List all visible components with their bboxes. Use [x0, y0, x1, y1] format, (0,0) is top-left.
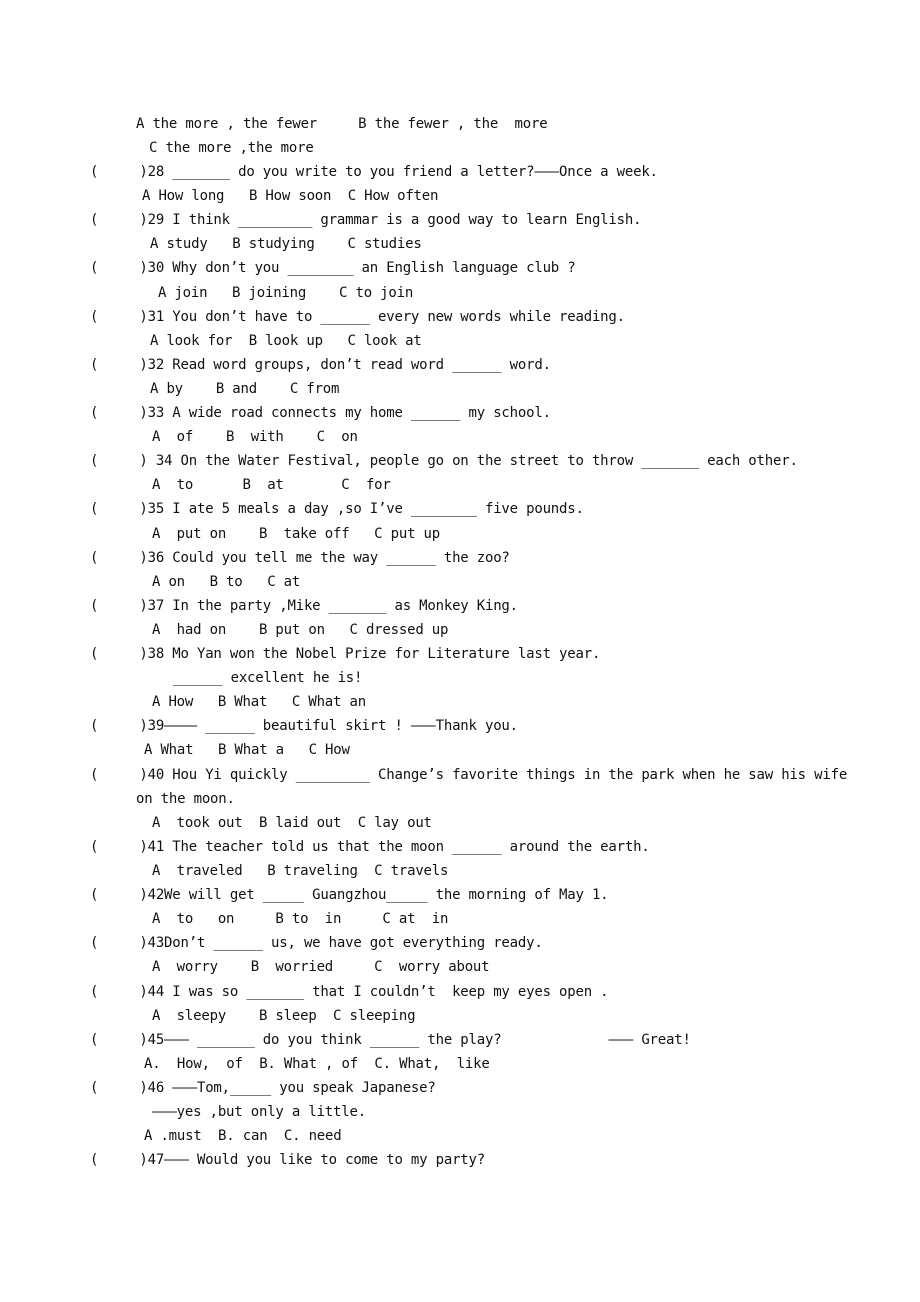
question-46: ( )46 ———Tom,_____ you speak Japanese?: [90, 1080, 436, 1096]
question-33: ( )33 A wide road connects my home ______ my school.: [90, 405, 551, 421]
question-44: ( )44 I was so _______ that I couldn’t keep my eyes open .: [90, 984, 609, 1000]
option-line: A join B joining C to join: [158, 285, 414, 301]
question-46-continued: ———yes ,but only a little.: [152, 1104, 366, 1120]
option-line: A to on B to in C at in: [152, 911, 449, 927]
question-45: ( )45——— _______ do you think ______ the play? ——— Great!: [90, 1032, 691, 1048]
question-35: ( )35 I ate 5 meals a day ,so I’ve ________ five pounds.: [90, 501, 584, 517]
question-37: ( )37 In the party ,Mike _______ as Monkey King.: [90, 598, 518, 614]
option-line: A. How, of B. What , of C. What, like: [144, 1056, 490, 1072]
option-line: A traveled B traveling C travels: [152, 863, 449, 879]
option-line: C the more ,the more: [149, 140, 314, 156]
option-line: A How long B How soon C How often: [142, 188, 439, 204]
option-line: A put on B take off C put up: [152, 526, 441, 542]
option-line: A of B with C on: [152, 429, 358, 445]
question-41: ( )41 The teacher told us that the moon ______ around the earth.: [90, 839, 650, 855]
question-47: ( )47——— Would you like to come to my party?: [90, 1152, 485, 1168]
option-line: A to B at C for: [152, 477, 391, 493]
question-36: ( )36 Could you tell me the way ______ the zoo?: [90, 550, 510, 566]
option-line: A on B to C at: [152, 574, 301, 590]
question-34: ( ) 34 On the Water Festival, people go on the street to throw _______ each other.: [90, 453, 798, 469]
question-39: ( )39———— ______ beautiful skirt ! ———Thank you.: [90, 718, 518, 734]
question-38-continued: ______ excellent he is!: [173, 670, 363, 686]
option-line: A How B What C What an: [152, 694, 366, 710]
question-31: ( )31 You don’t have to ______ every new words while reading.: [90, 309, 625, 325]
question-38: ( )38 Mo Yan won the Nobel Prize for Literature last year.: [90, 646, 601, 662]
question-29: ( )29 I think _________ grammar is a good way to learn English.: [90, 212, 642, 228]
option-line: A worry B worried C worry about: [152, 959, 490, 975]
question-32: ( )32 Read word groups, don’t read word ______ word.: [90, 357, 551, 373]
question-40: ( )40 Hou Yi quickly _________ Change’s favorite things in the park when he saw his wife: [90, 767, 848, 783]
question-43: ( )43Don’t ______ us, we have got everything ready.: [90, 935, 543, 951]
option-line: A study B studying C studies: [150, 236, 422, 252]
option-line: A by B and C from: [150, 381, 340, 397]
option-line: A took out B laid out C lay out: [152, 815, 432, 831]
option-line: A .must B. can C. need: [144, 1128, 342, 1144]
option-line: A sleepy B sleep C sleeping: [152, 1008, 416, 1024]
question-28: ( )28 _______ do you write to you friend a letter?———Once a week.: [90, 164, 658, 180]
question-40-continued: on the moon.: [136, 791, 235, 807]
option-line: A What B What a C How: [144, 742, 350, 758]
option-line: A look for B look up C look at: [150, 333, 422, 349]
question-42: ( )42We will get _____ Guangzhou_____ the morning of May 1.: [90, 887, 609, 903]
option-line: A the more , the fewer B the fewer , the more: [136, 116, 548, 132]
option-line: A had on B put on C dressed up: [152, 622, 449, 638]
question-30: ( )30 Why don’t you ________ an English language club ?: [90, 260, 576, 276]
